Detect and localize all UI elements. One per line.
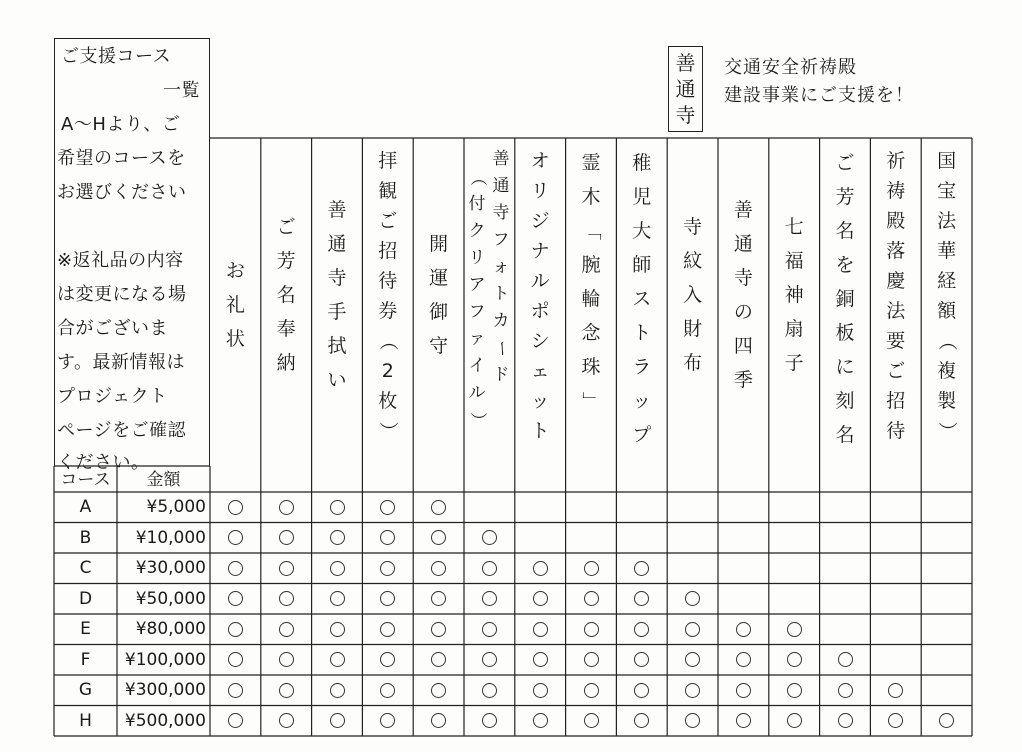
- column-header-12: [782, 210, 806, 380]
- header-char: ご: [886, 360, 906, 382]
- header-char: （: [376, 331, 399, 351]
- course-letter: F: [80, 649, 91, 670]
- included-mark: [279, 500, 294, 515]
- intro-line: ※返礼品の内容: [57, 250, 184, 271]
- course-amount: ¥500,000: [124, 710, 206, 731]
- header-char: 念: [581, 322, 601, 344]
- header-char: ジ: [530, 210, 550, 232]
- included-mark: [482, 683, 497, 698]
- column-header-7: [528, 146, 552, 446]
- included-mark: [787, 683, 802, 698]
- header-char: 落: [886, 240, 906, 262]
- column-header-15: [935, 146, 959, 446]
- column-header-4: [376, 146, 400, 446]
- included-mark: [685, 683, 700, 698]
- course-amount: ¥300,000: [124, 680, 206, 700]
- included-mark: [584, 591, 599, 606]
- column-header-14: [884, 146, 908, 446]
- header-char: ル: [530, 270, 550, 292]
- included-mark: [228, 683, 243, 698]
- header-char: 扇: [784, 318, 804, 340]
- header-char: 国: [937, 150, 957, 172]
- course-letter: H: [79, 710, 92, 731]
- header-char: ト: [632, 322, 652, 344]
- included-mark: [431, 683, 446, 698]
- included-mark: [533, 683, 548, 698]
- header-char: 殿: [886, 210, 906, 232]
- header-char: 奉: [276, 318, 296, 340]
- header-char: 入: [683, 284, 703, 306]
- header-char: 要: [886, 330, 906, 352]
- header-char: 経: [937, 270, 957, 292]
- header-char: 待: [378, 270, 398, 292]
- included-mark: [330, 713, 345, 728]
- header-char: 大: [632, 220, 652, 242]
- intro-line: お選びください: [57, 182, 187, 203]
- included-mark: [584, 713, 599, 728]
- included-mark: [888, 683, 903, 698]
- header-char: 名: [835, 220, 855, 242]
- intro-line: ご支援コース: [61, 46, 172, 67]
- header-char: 名: [276, 284, 296, 306]
- header-char: ド: [492, 365, 510, 385]
- included-mark: [482, 561, 497, 576]
- course-amount: ¥5,000: [146, 497, 206, 517]
- included-mark: [228, 500, 243, 515]
- header-char: 礼: [225, 294, 245, 316]
- header-char: 寺: [733, 267, 753, 289]
- header-char: 通: [327, 233, 347, 255]
- header-char: 宝: [937, 180, 957, 202]
- header-char: 運: [429, 267, 449, 289]
- course-letter: E: [80, 619, 91, 639]
- included-mark: [634, 683, 649, 698]
- included-mark: [228, 561, 243, 576]
- heading-line-2: 建設事業にご支援を！: [724, 85, 914, 106]
- header-char: 霊: [581, 152, 601, 174]
- header-char: の: [733, 301, 753, 323]
- included-mark: [330, 652, 345, 667]
- header-char: 納: [276, 352, 296, 374]
- header-char: ラ: [632, 356, 652, 378]
- course-amount: ¥30,000: [135, 558, 206, 578]
- header-char: シ: [530, 330, 550, 352]
- column-header-6: [490, 146, 512, 389]
- included-mark: [279, 591, 294, 606]
- header-char: ト: [530, 420, 550, 442]
- included-mark: [634, 622, 649, 637]
- course-amount: ¥10,000: [135, 527, 206, 548]
- header-char: ）: [935, 421, 958, 441]
- header-char: フ: [492, 230, 510, 250]
- header-char: 七: [784, 216, 804, 238]
- column-header-13: [833, 146, 857, 452]
- intro-line: 合がございま: [57, 318, 168, 339]
- included-mark: [787, 622, 802, 637]
- header-char: 芳: [276, 250, 296, 272]
- badge-char: 寺: [675, 103, 696, 127]
- header-char: 神: [784, 284, 804, 306]
- header-char: 季: [733, 369, 753, 391]
- header-char: 通: [492, 176, 510, 196]
- header-char: ー: [491, 340, 512, 357]
- header-char: 銅: [835, 288, 855, 310]
- included-mark: [533, 561, 548, 576]
- header-char: 法: [886, 300, 906, 322]
- included-mark: [736, 622, 751, 637]
- intro-line: ページをご確認: [57, 420, 187, 441]
- included-mark: [533, 652, 548, 667]
- included-mark: [279, 652, 294, 667]
- header-char: ァ: [468, 329, 486, 349]
- badge-char: 善: [675, 51, 696, 75]
- intro-line: A～Hより、ご: [61, 114, 181, 135]
- header-char: 」: [580, 391, 602, 411]
- included-mark: [380, 622, 395, 637]
- header-char: 善: [733, 199, 753, 221]
- header-char: （: [935, 331, 958, 351]
- header-char: ッ: [530, 390, 550, 412]
- header-char: ）: [376, 421, 399, 441]
- header-char: 四: [733, 335, 753, 357]
- header-char: 木: [581, 186, 601, 208]
- course-letter: B: [79, 527, 92, 548]
- heading-line-1: 交通安全祈祷殿: [724, 57, 857, 78]
- header-char: ア: [468, 275, 486, 295]
- header-char: 師: [632, 254, 652, 276]
- header-char: 観: [378, 180, 398, 202]
- included-mark: [584, 652, 599, 667]
- header-char: 券: [378, 300, 398, 322]
- header-char: ト: [492, 284, 510, 304]
- intro-line: 一覧: [163, 80, 200, 101]
- header-char: 枚: [378, 390, 398, 412]
- included-mark: [533, 622, 548, 637]
- included-mark: [228, 622, 243, 637]
- header-char: フ: [468, 302, 486, 322]
- header-char: リ: [468, 248, 486, 268]
- header-char: 輪: [581, 288, 601, 310]
- header-char: 複: [937, 360, 957, 382]
- header-char: （: [467, 169, 488, 186]
- header-char: 額: [937, 300, 957, 322]
- header-char: に: [835, 356, 855, 378]
- header-char: 祷: [886, 180, 906, 202]
- header-char: オ: [530, 150, 550, 172]
- header-char: 稚: [632, 152, 652, 174]
- column-header-10: [681, 210, 705, 380]
- included-mark: [330, 561, 345, 576]
- header-char: 招: [378, 240, 398, 262]
- header-char: 御: [429, 301, 449, 323]
- included-mark: [431, 622, 446, 637]
- header-char: 寺: [683, 216, 703, 238]
- intro-line: す。最新情報は: [57, 352, 186, 373]
- included-mark: [787, 652, 802, 667]
- included-mark: [279, 683, 294, 698]
- included-mark: [431, 500, 446, 515]
- included-mark: [279, 561, 294, 576]
- included-mark: [584, 561, 599, 576]
- header-char: 紋: [683, 250, 703, 272]
- header-char: 2: [381, 360, 394, 382]
- included-mark: [584, 622, 599, 637]
- included-mark: [380, 561, 395, 576]
- header-char: い: [327, 369, 347, 391]
- header-char: ッ: [632, 390, 652, 412]
- included-mark: [330, 683, 345, 698]
- included-mark: [736, 683, 751, 698]
- header-char: 華: [937, 240, 957, 262]
- header-char: 守: [429, 335, 449, 357]
- header-char: ご: [835, 152, 855, 174]
- included-mark: [482, 622, 497, 637]
- included-mark: [533, 591, 548, 606]
- included-mark: [838, 713, 853, 728]
- header-char: ェ: [530, 360, 550, 382]
- header-char: 善: [327, 199, 347, 221]
- header-char: 法: [937, 210, 957, 232]
- amount-header: 金額: [146, 470, 181, 490]
- column-header-9: [630, 146, 654, 452]
- course-amount: ¥50,000: [135, 588, 206, 609]
- header-char: ナ: [530, 240, 550, 262]
- header-char: カ: [492, 311, 510, 331]
- header-char: お: [225, 260, 245, 282]
- intro-line: プロジェクト: [57, 386, 168, 407]
- course-letter: C: [79, 558, 92, 578]
- included-mark: [634, 561, 649, 576]
- header-char: プ: [632, 424, 652, 446]
- included-mark: [279, 530, 294, 545]
- header-char: 拭: [327, 335, 347, 357]
- header-char: ク: [468, 221, 486, 241]
- included-mark: [279, 622, 294, 637]
- included-mark: [685, 622, 700, 637]
- included-mark: [838, 683, 853, 698]
- included-mark: [787, 713, 802, 728]
- included-mark: [330, 591, 345, 606]
- header-char: イ: [468, 356, 486, 376]
- badge-char: 通: [675, 77, 696, 101]
- included-mark: [380, 683, 395, 698]
- header-char: 善: [492, 149, 510, 169]
- header-char: リ: [530, 180, 550, 202]
- header-char: ）: [467, 412, 488, 429]
- included-mark: [838, 652, 853, 667]
- column-header-5: [427, 227, 451, 363]
- header-char: 福: [784, 250, 804, 272]
- header-char: 寺: [492, 203, 510, 223]
- header-char: 名: [835, 424, 855, 446]
- header-char: 待: [886, 420, 906, 442]
- included-mark: [584, 683, 599, 698]
- header-char: 慶: [886, 270, 906, 292]
- header-char: 付: [468, 194, 486, 214]
- header-char: を: [835, 254, 855, 276]
- course-amount: ¥80,000: [135, 619, 206, 639]
- column-header-11: [731, 193, 755, 397]
- header-char: 腕: [581, 254, 601, 276]
- intro-line: 希望のコースを: [57, 148, 186, 169]
- intro-line: ください。: [57, 452, 150, 473]
- header-char: 拝: [378, 150, 398, 172]
- header-char: ル: [468, 383, 486, 403]
- included-mark: [330, 500, 345, 515]
- course-letter: A: [79, 497, 92, 517]
- intro-line: は変更になる場: [57, 284, 187, 305]
- header-char: ご: [276, 216, 296, 238]
- header-char: 財: [683, 318, 703, 340]
- header-char: 製: [937, 390, 957, 412]
- column-header-8: [579, 146, 603, 418]
- header-char: 開: [429, 233, 449, 255]
- header-char: ご: [378, 210, 398, 232]
- included-mark: [431, 561, 446, 576]
- included-mark: [533, 713, 548, 728]
- header-char: 珠: [581, 356, 601, 378]
- course-letter: G: [78, 680, 93, 700]
- included-mark: [330, 622, 345, 637]
- header-char: 通: [733, 233, 753, 255]
- column-header-1: [223, 254, 247, 356]
- included-mark: [279, 713, 294, 728]
- included-mark: [330, 530, 345, 545]
- header-char: 芳: [835, 186, 855, 208]
- header-char: 板: [835, 322, 855, 344]
- header-char: 祈: [886, 150, 906, 172]
- course-header: コース: [60, 470, 111, 490]
- header-char: 子: [784, 352, 804, 374]
- included-mark: [380, 500, 395, 515]
- course-amount: ¥100,000: [124, 649, 206, 670]
- header-char: ォ: [492, 257, 510, 277]
- header-char: 布: [683, 352, 703, 374]
- header-char: 寺: [327, 267, 347, 289]
- header-char: 児: [632, 186, 652, 208]
- header-char: 招: [886, 390, 906, 412]
- header-char: 状: [225, 328, 245, 350]
- column-header-sub-6: [467, 164, 487, 434]
- header-char: 手: [327, 301, 347, 323]
- header-char: 刻: [835, 390, 855, 412]
- column-header-3: [325, 193, 349, 397]
- header-char: 「: [580, 221, 602, 241]
- course-letter: D: [78, 588, 93, 609]
- column-header-2: [274, 210, 298, 380]
- header-char: ス: [632, 288, 652, 310]
- header-char: ポ: [530, 300, 550, 322]
